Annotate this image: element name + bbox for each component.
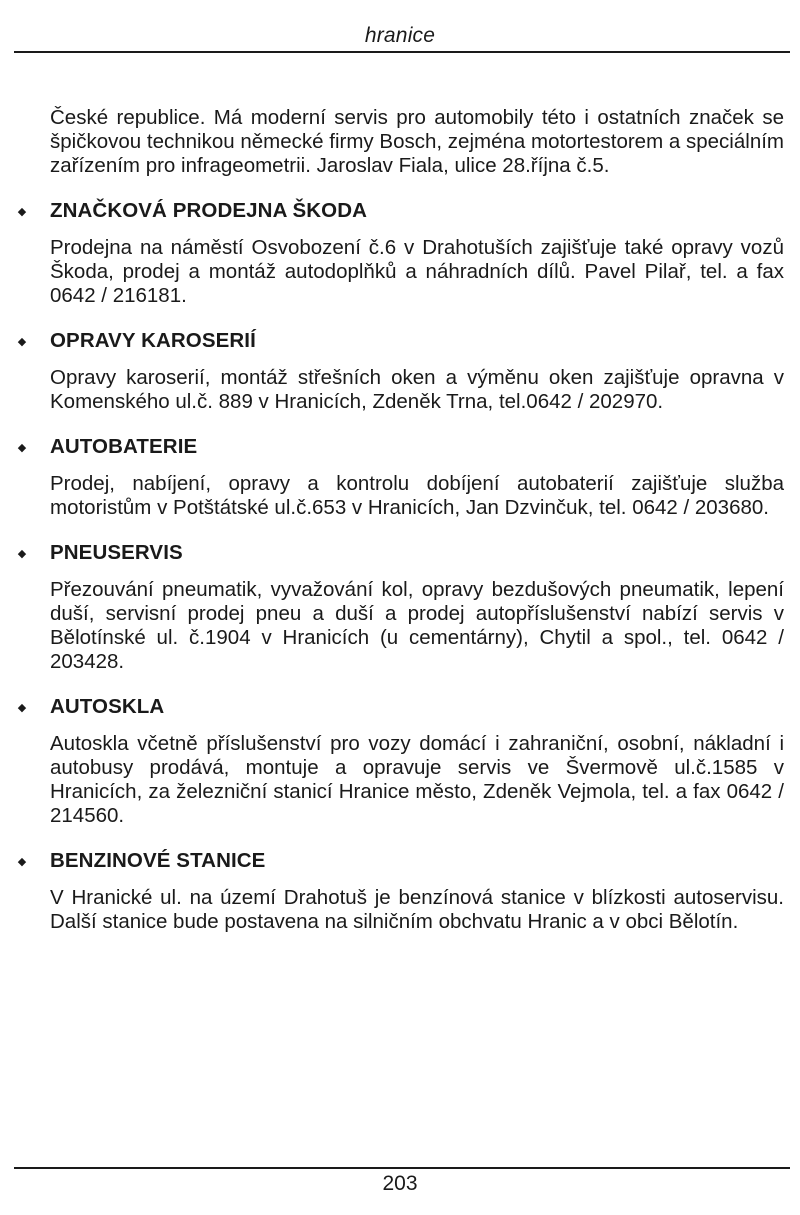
section-paragraph: Autoskla včetně příslušenství pro vozy domácí i zahraniční, osobní, nákladní i autobusy prodává, montuje a opravuje servis ve Švermově ul.č.1585 v Hranicích, za železniční stanicí Hranice město, Zdeněk Vejmola, tel. a fax 0642 / 214560. [50,732,784,827]
section-heading [0,198,784,224]
section-skoda [17,198,784,308]
section-title: BENZINOVÉ STANICE [50,849,266,872]
section-paragraph: Prodejna na náměstí Osvobození č.6 v Drahotuších zajišťuje také opravy vozů Škoda, prodej a montáž autodoplňků a náhradních dílů. Pavel Pilař, tel. a fax 0642 / 216181. [50,236,784,307]
page-number: 203 [382,1172,418,1195]
section-autoskla [17,694,784,828]
section-pneuservis [17,540,784,674]
footer-rule [14,1167,790,1169]
section-heading [0,694,784,720]
intro-paragraph: České republice. Má moderní servis pro automobily této i ostatních značek se špičkovou technikou německé firmy Bosch, zejména motortestorem a speciálním zařízením pro infrageometrii. Jaroslav Fiala, ulice 28.října č.5. [50,106,784,177]
section-karoserie [17,328,784,414]
section-title: PNEUSERVIS [50,541,183,564]
section-heading [0,540,784,566]
section-title: AUTOSKLA [50,695,165,718]
section-title: AUTOBATERIE [50,435,198,458]
section-title: OPRAVY KAROSERIÍ [50,329,256,352]
header-rule [14,51,790,53]
diamond-bullet-icon: ◆ [17,335,27,348]
diamond-bullet-icon: ◆ [17,547,27,560]
diamond-bullet-icon: ◆ [17,205,27,218]
section-paragraph: Přezouvání pneumatik, vyvažování kol, opravy bezdušových pneumatik, lepení duší, servisní prodej pneu a duší a prodej autopříslušenství nabízí servis v Bělotínské ul. č.1904 v Hranicích (u cementárny), Chytil a spol., tel. 0642 / 203428. [50,578,784,673]
page-header-title: hranice [364,24,436,47]
diamond-bullet-icon: ◆ [17,701,27,714]
section-paragraph: Opravy karoserií, montáž střešních oken a výměnu oken zajišťuje opravna v Komenského ul.č. 889 v Hranicích, Zdeněk Trna, tel.0642 / 202970. [50,366,784,413]
section-autobaterie [17,434,784,520]
section-heading [0,328,784,354]
diamond-bullet-icon: ◆ [17,441,27,454]
page-content [17,106,784,934]
diamond-bullet-icon: ◆ [17,855,27,868]
section-title: ZNAČKOVÁ PRODEJNA ŠKODA [50,199,368,222]
section-heading [0,848,784,874]
section-paragraph: V Hranické ul. na území Drahotuš je benzínová stanice v blízkosti autoservisu. Další stanice bude postavena na silničním obchvatu Hranic a v obci Bělotín. [50,886,784,933]
section-heading [0,434,784,460]
section-paragraph: Prodej, nabíjení, opravy a kontrolu dobíjení autobaterií zajišťuje služba motoristům v Potštátské ul.č.653 v Hranicích, Jan Dzvinčuk, tel. 0642 / 203680. [50,472,784,519]
section-benzinove-stanice [17,848,784,934]
